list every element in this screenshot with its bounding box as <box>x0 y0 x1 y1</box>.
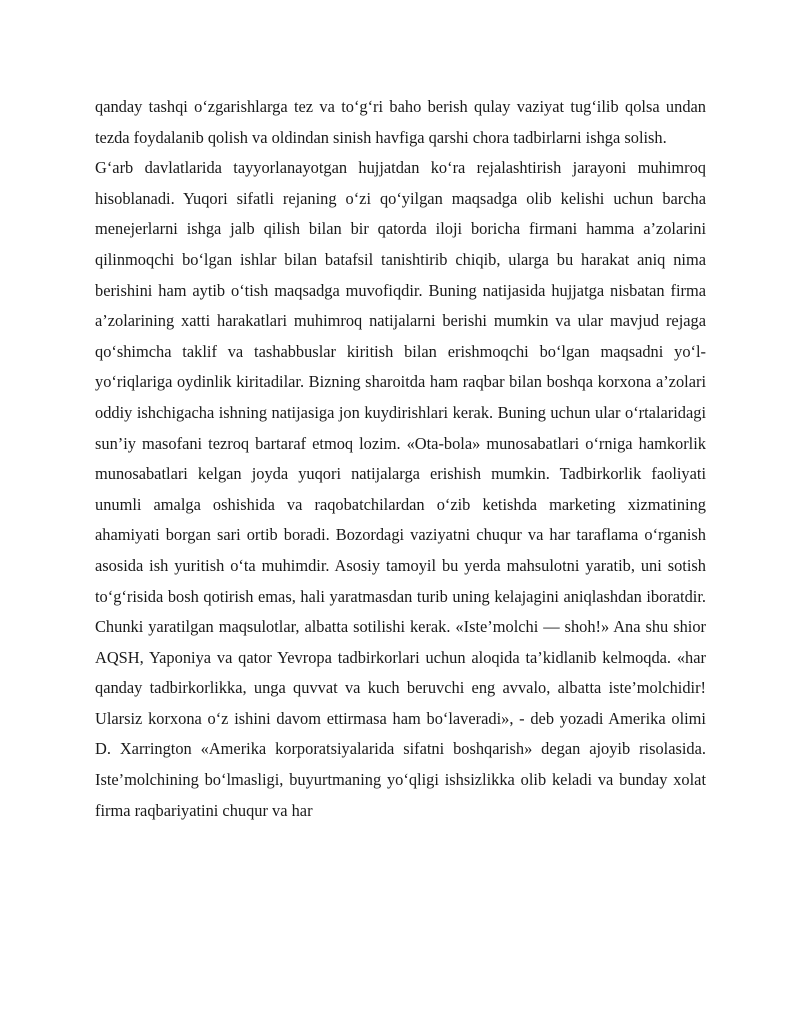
paragraph-continuation: qanday tashqi o‘zgarishlarga tez va to‘g‘ri baho berish qulay vaziyat tug‘ilib qolsa undan tezda foydalanib qolish va oldindan sinish havfiga qarshi chora tadbirlarni ishga solish. <box>95 97 706 147</box>
document-text-body <box>95 92 706 826</box>
paragraph-main: G‘arb davlatlarida tayyorlanayotgan hujjatdan ko‘ra rejalashtirish jarayoni muhimroq hisoblanadi. Yuqori sifatli rejaning o‘zi qo‘yilgan maqsadga olib kelishi uchun barcha menejerlarni ishga jalb qilish bilan bir qatorda iloji boricha firmani hamma a’zolarini qilinmoqchi bo‘lgan ishlar bilan batafsil tanishtirib chiqib, ularga bu harakat aniq nima berishini ham aytib o‘tish maqsadga muvofiqdir. Buning natijasida hujjatga nisbatan firma a’zolarining xatti harakatlari muhimroq natijalarni berishi mumkin va ular mavjud rejaga qo‘shimcha taklif va tashabbuslar kiritish bilan erishmoqchi bo‘lgan maqsadni yo‘l-yo‘riqlariga oydinlik kiritadilar. Bizning sharoitda ham raqbar bilan boshqa korxona a’zolari oddiy ishchigacha ishning natijasiga jon kuydirishlari kerak. Buning uchun ular o‘rtalaridagi sun’iy masofani tezroq bartaraf etmoq lozim. «Ota-bola» munosabatlari o‘rniga hamkorlik munosabatlari kelgan joyda yuqori natijalarga erishish mumkin. Tadbirkorlik faoliyati unumli amalga oshishida va raqobatchilardan o‘zib ketishda marketing xizmatining ahamiyati borgan sari ortib boradi. Bozordagi vaziyatni chuqur va har taraflama o‘rganish asosida ish yuritish o‘ta muhimdir. Asosiy tamoyil bu yerda mahsulotni yaratib, uni sotish to‘g‘risida bosh qotirish emas, hali yaratmasdan turib uning kelajagini aniqlashdan iboratdir. Chunki yaratilgan maqsulotlar, albatta sotilishi kerak. «Iste’molchi — shoh!» Ana shu shior AQSH, Yaponiya va qator Yevropa tadbirkorlari uchun aloqida ta’kidlanib kelmoqda. «har qanday tadbirkorlikka, unga quvvat va kuch beruvchi eng avvalo, albatta iste’molchidir! Ularsiz korxona o‘z ishini davom ettirmasa ham bo‘laveradi», - deb yozadi Amerika olimi D. Xarrington «Amerika korporatsiyalarida sifatni boshqarish» degan ajoyib risolasida. Iste’molchining bo‘lmasligi, buyurtmaning yo‘qligi ishsizlikka olib keladi va bunday xolat firma raqbariyatini chuqur va har <box>95 158 706 820</box>
